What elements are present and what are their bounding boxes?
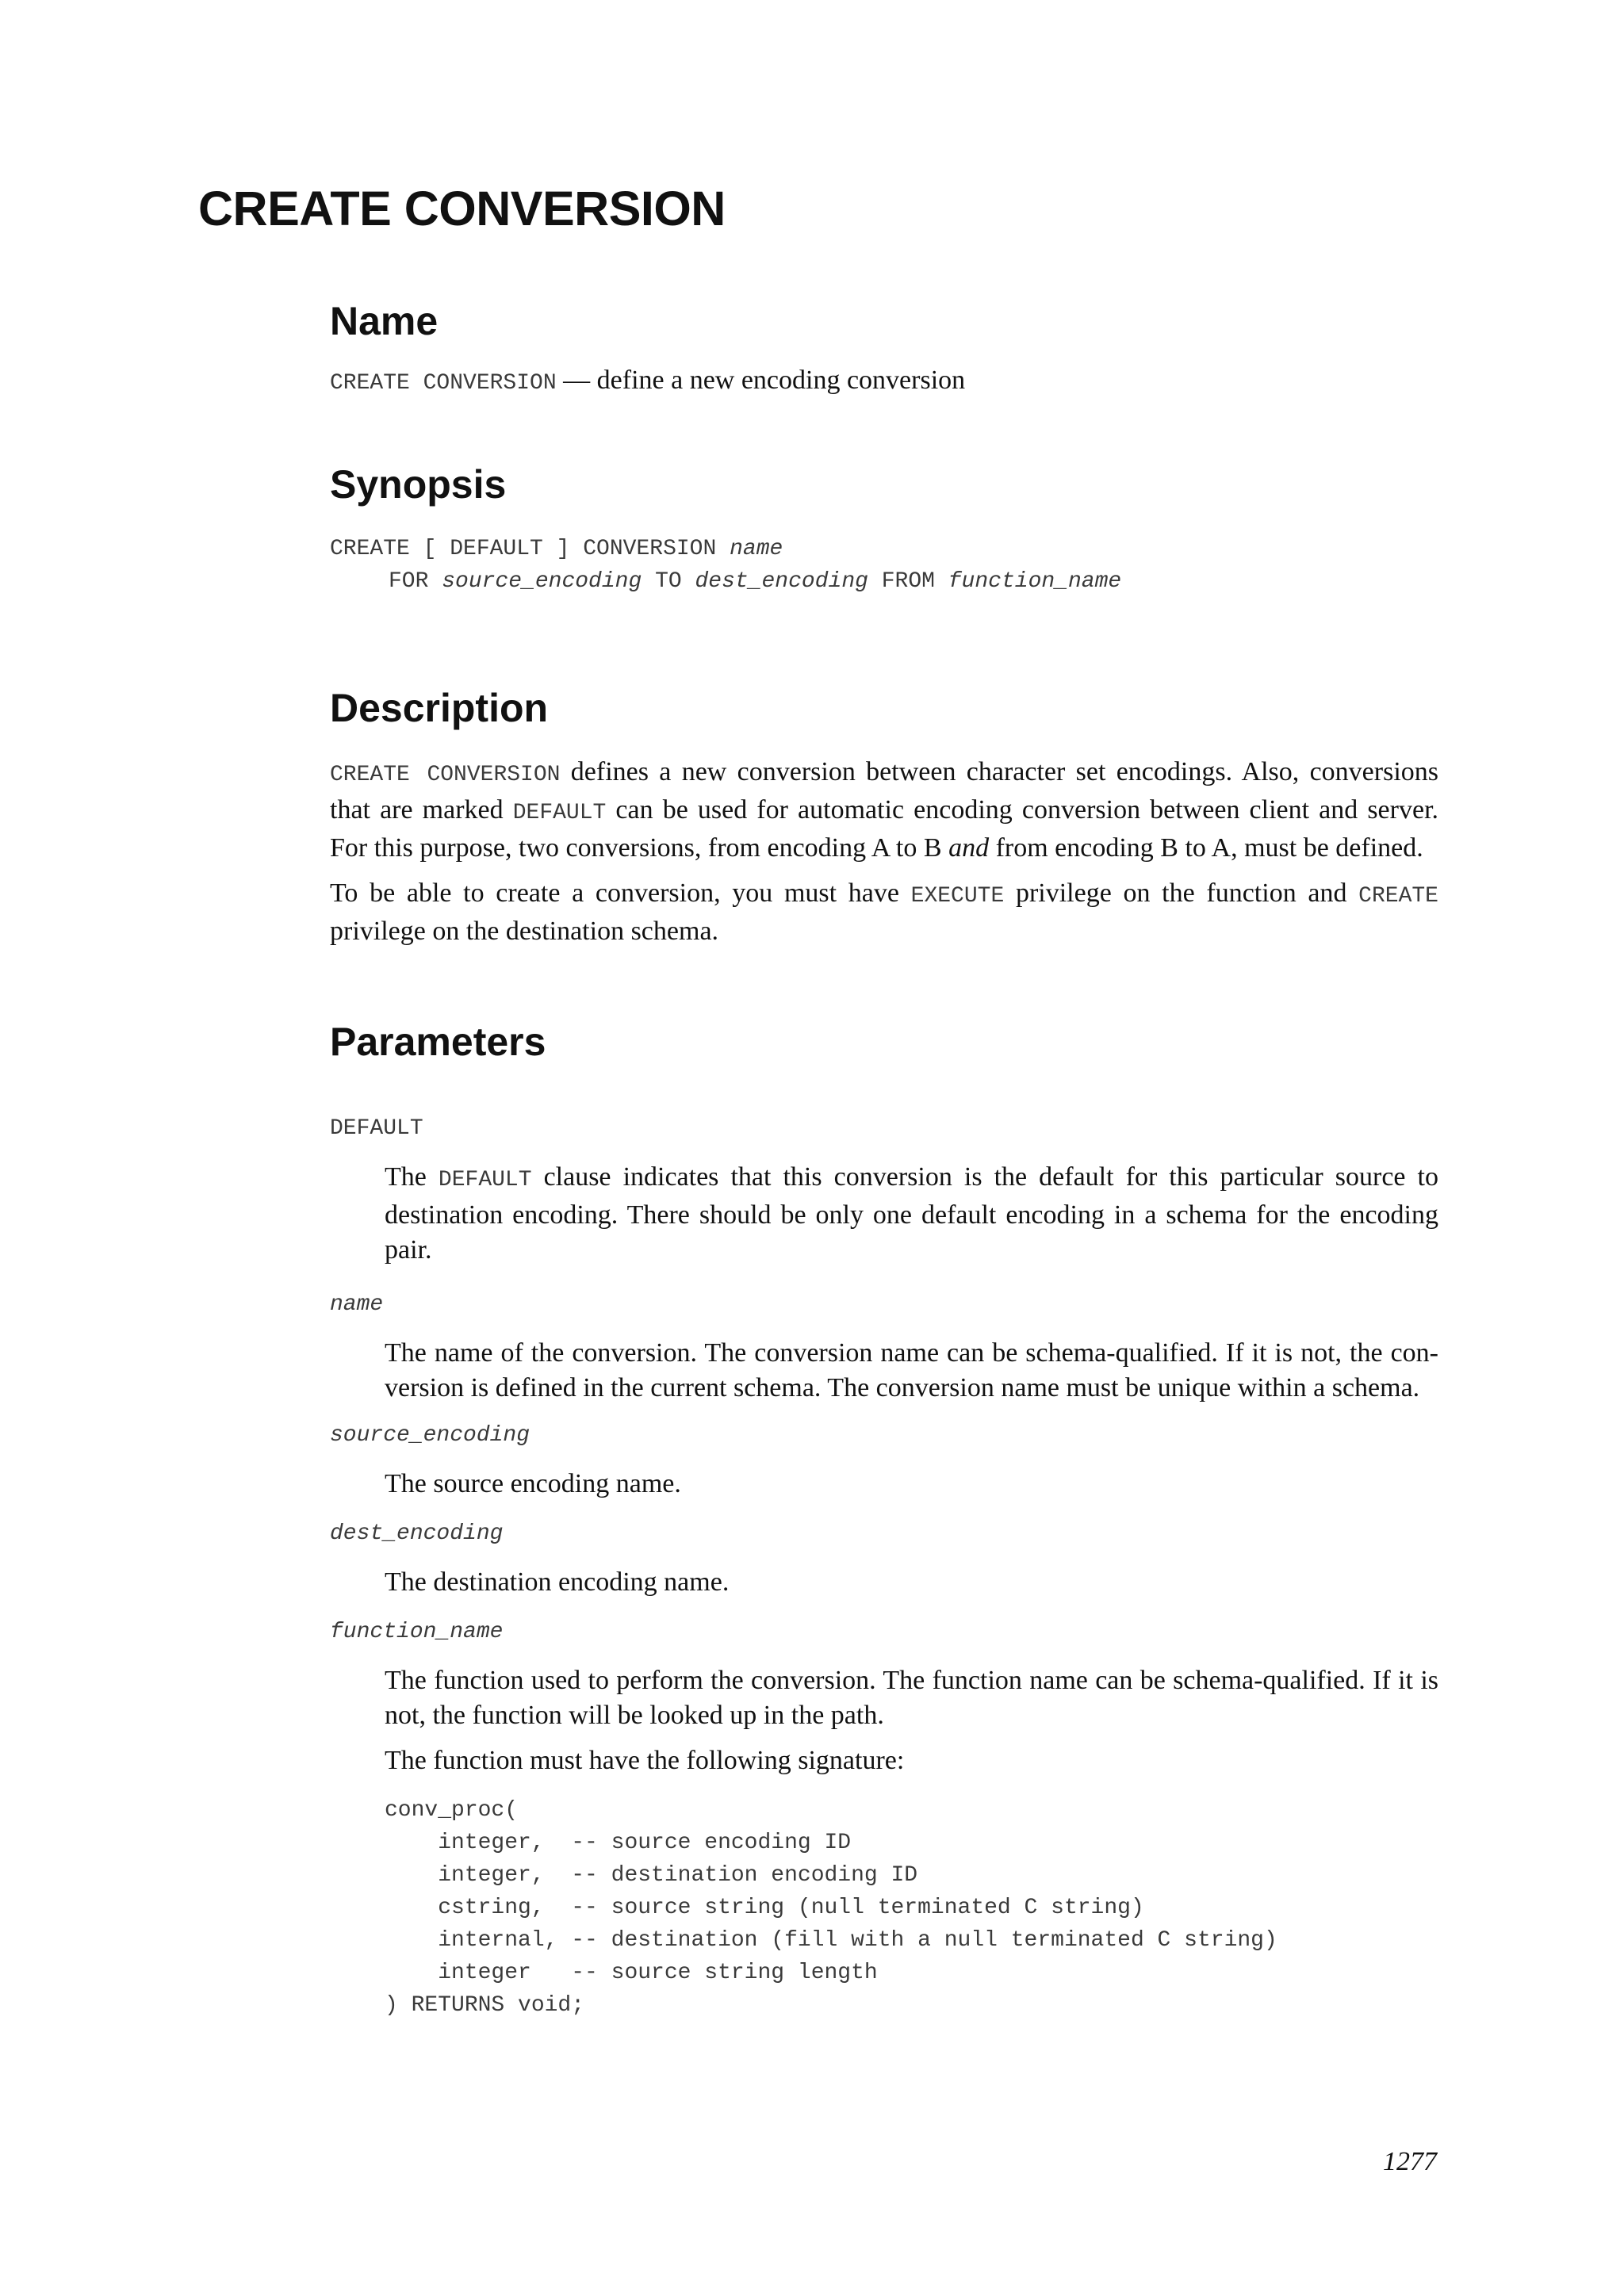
inline-code: CREATE CONVERSION [330, 763, 561, 787]
signature-code-block [385, 1794, 1277, 2022]
param-desc-dest-encoding: The destination encoding name. [385, 1567, 730, 1597]
text-run: privilege on the destination schema. [330, 916, 719, 946]
text-run: To be able to create a conversion, you must have [330, 878, 911, 908]
synopsis-to: TO [642, 569, 695, 594]
code-line: cstring, -- source string (null terminated C string) [385, 1896, 1144, 1920]
param-term-name: name [330, 1292, 384, 1317]
name-command: CREATE CONVERSION [330, 371, 557, 396]
param-desc-function-signature-intro: The function must have the following signature: [385, 1746, 905, 1775]
code-line: internal, -- destination (fill with a null terminated C string) [385, 1928, 1277, 1953]
text-run: The [385, 1162, 439, 1192]
name-line [330, 363, 965, 401]
code-line: integer, -- destination encoding ID [385, 1863, 918, 1888]
text-run: defines a new conversion between character set encodings. Also, conversions that are marked [330, 757, 1438, 825]
param-term-source-encoding: source_encoding [330, 1423, 530, 1448]
synopsis-line-1 [330, 533, 783, 565]
synopsis-for: FOR [389, 569, 442, 594]
param-desc-name: The name of the conversion. The conversion name can be schema-qualified. If it is not, the con-version is defined in the current schema. The conversion name must be unique within a schema. [385, 1338, 1438, 1402]
code-line: integer -- source string length [385, 1961, 878, 1985]
emphasis: and [948, 833, 990, 863]
inline-code: DEFAULT [438, 1168, 532, 1192]
text-run: from encoding B to A, must be defined. [989, 833, 1423, 863]
synopsis-source-param: source_encoding [442, 569, 642, 594]
section-heading-parameters: Parameters [330, 1020, 546, 1064]
param-desc-default [385, 1160, 1438, 1268]
code-line: conv_proc( [385, 1798, 519, 1823]
synopsis-function-param: function_name [948, 569, 1122, 594]
page-number: 1277 [1383, 2147, 1437, 2176]
text-run: privilege on the function and [1004, 878, 1359, 908]
synopsis-name-param: name [730, 537, 783, 561]
section-heading-synopsis: Synopsis [330, 462, 507, 507]
name-summary: — define a new encoding conversion [556, 365, 966, 395]
section-heading-name: Name [330, 299, 439, 343]
description-paragraph-2 [330, 876, 1438, 949]
page-title: CREATE CONVERSION [198, 182, 726, 235]
param-term-function-name: function_name [330, 1620, 504, 1644]
inline-code: EXECUTE [910, 884, 1005, 909]
text-run: can be used for automatic encoding conversion between client and server. For this purpose, two conversions, from encoding A to B [330, 795, 1439, 863]
text-run: clause indicates that this conversion is the default for this particular source to destination encoding. There should be only one default encoding in a schema for the encoding pair. [385, 1162, 1438, 1265]
param-desc-source-encoding: The source encoding name. [385, 1469, 681, 1498]
synopsis-dest-param: dest_encoding [695, 569, 868, 594]
synopsis-from: FROM [868, 569, 948, 594]
param-term-default: DEFAULT [330, 1116, 423, 1141]
section-heading-description: Description [330, 686, 549, 730]
inline-code: CREATE [1358, 884, 1438, 909]
code-line: integer, -- source encoding ID [385, 1831, 852, 1855]
param-desc-function-name: The function used to perform the conversion. The function name can be schema-qualified. If it is not, the function will be looked up in the path. [385, 1666, 1438, 1730]
param-term-dest-encoding: dest_encoding [330, 1521, 504, 1546]
synopsis-prefix: CREATE [ DEFAULT ] CONVERSION [330, 537, 730, 561]
synopsis-line-2 [389, 565, 1121, 598]
code-line: ) RETURNS void; [385, 1993, 585, 2018]
description-paragraph-1 [330, 755, 1438, 866]
inline-code: DEFAULT [512, 801, 607, 825]
